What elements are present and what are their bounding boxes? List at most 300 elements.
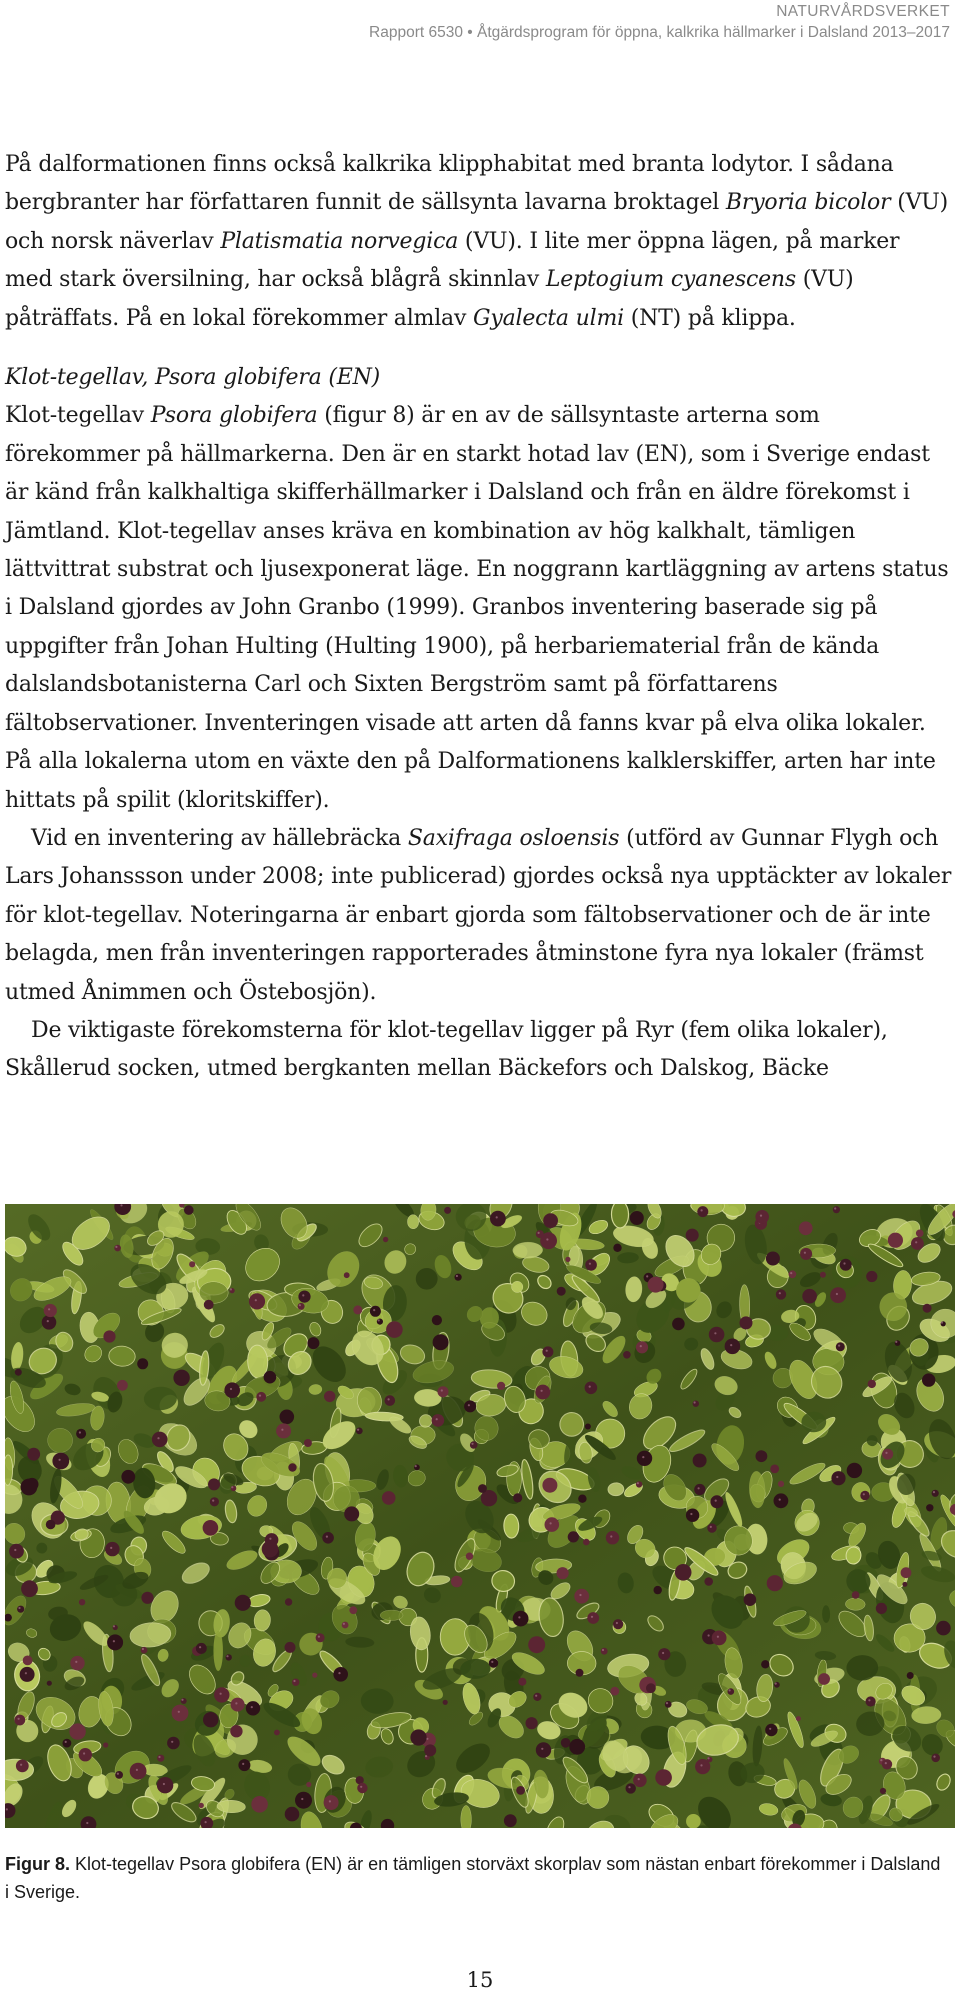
apothecium (831, 1471, 845, 1485)
apothecium-highlight (468, 1404, 470, 1406)
apothecium (866, 1271, 877, 1282)
apothecium (433, 1334, 449, 1350)
apothecium-highlight (47, 1320, 49, 1322)
apothecium (557, 1287, 566, 1296)
apothecium (203, 1520, 219, 1536)
apothecium (27, 1448, 40, 1461)
apothecium (636, 1341, 648, 1353)
apothecium-highlight (230, 1288, 232, 1290)
apothecium (438, 1386, 449, 1397)
apothecium-highlight (885, 1452, 887, 1454)
apothecium-highlight (281, 1429, 283, 1431)
apothecium (756, 1450, 768, 1462)
apothecium (860, 1491, 869, 1500)
apothecium-highlight (579, 1594, 581, 1596)
apothecium-highlight (318, 1636, 320, 1638)
apothecium (778, 1481, 784, 1487)
apothecium-highlight (199, 1646, 201, 1648)
apothecium-highlight (541, 1390, 543, 1392)
apothecium-highlight (110, 1547, 112, 1549)
apothecium (377, 1319, 383, 1325)
apothecium-highlight (59, 1459, 61, 1461)
apothecium (344, 1506, 359, 1521)
apothecium (298, 1303, 305, 1310)
apothecium (655, 1769, 672, 1786)
apothecium-highlight (760, 1215, 762, 1217)
apothecium-highlight (235, 1702, 237, 1704)
apothecium-highlight (790, 1272, 792, 1274)
apothecium (712, 1631, 727, 1646)
apothecium-highlight (48, 1308, 50, 1310)
lichen-lobe (608, 1483, 624, 1496)
apothecium-highlight (602, 1649, 604, 1651)
apothecium (196, 1643, 207, 1654)
apothecium-highlight (117, 1773, 119, 1775)
apothecium-highlight (255, 1299, 257, 1301)
apothecium (704, 1577, 713, 1586)
paragraph-forekomster (5, 1012, 953, 1089)
apothecium-highlight (115, 1246, 117, 1248)
apothecium (526, 1717, 538, 1729)
apothecium (79, 1748, 92, 1761)
apothecium (304, 1439, 312, 1447)
lichen-lobe (380, 1610, 403, 1620)
apothecium (882, 1759, 892, 1769)
apothecium-highlight (242, 1763, 244, 1765)
lichen-photo-illustration (5, 1204, 955, 1828)
apothecium (601, 1648, 608, 1655)
apothecium (533, 1693, 541, 1701)
apothecium-highlight (220, 1693, 222, 1695)
apothecium-highlight (113, 1640, 115, 1642)
apothecium (776, 1289, 786, 1299)
apothecium (799, 1221, 813, 1235)
header-report-title: Rapport 6530 • Åtgärdsprogram för öppna, kalkrika hällmarker i Dalsland 2013–2017 (369, 24, 950, 41)
page-number: 15 (466, 1968, 494, 1992)
apothecium-highlight (293, 1680, 295, 1682)
apothecium-highlight (388, 1398, 390, 1400)
apothecium-highlight (259, 1395, 261, 1397)
apothecium (21, 1479, 38, 1496)
apothecium-highlight (729, 1689, 731, 1691)
apothecium (181, 1698, 187, 1704)
apothecium-highlight (701, 1209, 703, 1211)
apothecium (800, 1248, 812, 1260)
apothecium (789, 1270, 797, 1278)
species-name: Platismatia norvegica (220, 228, 459, 254)
apothecium (902, 1582, 907, 1587)
text-run: (NT) på klippa. (623, 305, 796, 331)
apothecium-highlight (834, 1207, 836, 1209)
apothecium-highlight (142, 1648, 144, 1650)
apothecium-highlight (357, 1429, 359, 1431)
apothecium-highlight (14, 1549, 16, 1551)
apothecium (497, 1382, 505, 1390)
apothecium (231, 1698, 245, 1712)
lichen-photo (5, 1204, 955, 1828)
apothecium (288, 1463, 296, 1471)
apothecium-highlight (205, 1821, 207, 1823)
apothecium-highlight (698, 1487, 700, 1489)
apothecium (455, 1274, 462, 1281)
apothecium (767, 1575, 783, 1591)
apothecium-highlight (360, 1786, 362, 1788)
species-name: Bryoria bicolor (725, 190, 891, 216)
apothecium (557, 1567, 569, 1579)
apothecium (210, 1497, 219, 1506)
apothecium (585, 1259, 597, 1271)
apothecium (349, 1606, 357, 1614)
apothecium (76, 1429, 86, 1439)
apothecium-highlight (666, 1702, 668, 1704)
apothecium (246, 1701, 260, 1715)
lichen-lobe (47, 1428, 72, 1453)
apothecium-highlight (251, 1706, 253, 1708)
apothecium (280, 1410, 295, 1425)
apothecium (830, 1287, 846, 1303)
apothecium (770, 1465, 779, 1474)
apothecium-highlight (6, 1808, 8, 1810)
apothecium (208, 1478, 220, 1490)
apothecium (516, 1786, 525, 1795)
apothecium-highlight (546, 1238, 548, 1240)
apothecium (16, 1760, 29, 1773)
apothecium (276, 1423, 291, 1438)
apothecium (565, 1257, 570, 1262)
apothecium (623, 1351, 631, 1359)
apothecium (79, 1599, 85, 1605)
apothecium-highlight (535, 1695, 537, 1697)
apothecium (21, 1580, 38, 1597)
apothecium (528, 1636, 545, 1653)
species-name: Psora globifera (150, 403, 318, 429)
apothecium (606, 1531, 619, 1544)
apothecium-highlight (326, 1536, 328, 1538)
apothecium-highlight (779, 1292, 781, 1294)
apothecium (774, 1493, 789, 1508)
apothecium-highlight (933, 1491, 935, 1493)
apothecium (333, 1667, 348, 1682)
apothecium-highlight (65, 1741, 67, 1743)
apothecium (536, 1742, 551, 1757)
apothecium (868, 1380, 876, 1388)
apothecium (353, 1305, 362, 1314)
apothecium (574, 1589, 589, 1604)
apothecium (103, 1330, 115, 1342)
apothecium-highlight (717, 1636, 719, 1638)
apothecium (686, 1509, 699, 1522)
apothecium (796, 1716, 801, 1721)
apothecium (802, 1289, 817, 1304)
apothecium-highlight (550, 1522, 552, 1524)
apothecium (44, 1304, 57, 1317)
apothecium-highlight (496, 1216, 498, 1218)
apothecium (513, 1611, 529, 1627)
apothecium (42, 1315, 57, 1330)
apothecium-highlight (836, 1293, 838, 1295)
apothecium (444, 1207, 451, 1214)
apothecium (285, 1642, 296, 1653)
apothecium (576, 1669, 584, 1677)
apothecium (357, 1783, 367, 1793)
apothecium (451, 1576, 463, 1588)
apothecium (167, 1737, 180, 1750)
body-text (5, 146, 953, 1089)
apothecium (931, 1754, 940, 1763)
apothecium-highlight (591, 1616, 593, 1618)
apothecium (117, 1380, 128, 1391)
apothecium-highlight (456, 1275, 458, 1277)
apothecium (926, 1504, 933, 1511)
apothecium (17, 1606, 24, 1613)
apothecium (583, 1539, 590, 1546)
apothecium (52, 1453, 69, 1470)
apothecium-highlight (775, 1683, 777, 1685)
apothecium (414, 1464, 420, 1470)
apothecium-highlight (178, 1711, 180, 1713)
apothecium (47, 1681, 52, 1686)
apothecium (256, 1392, 266, 1402)
apothecium (298, 1291, 310, 1303)
apothecium-highlight (471, 1443, 473, 1445)
apothecium (137, 1358, 148, 1369)
apothecium-highlight (646, 1275, 648, 1277)
apothecium-highlight (120, 1204, 122, 1206)
apothecium (199, 1803, 204, 1808)
text-run: Vid en inventering av hällebräcka (31, 825, 408, 851)
apothecium (569, 1739, 585, 1755)
apothecium-highlight (885, 1762, 887, 1764)
apothecium (443, 1700, 448, 1705)
apothecium-highlight (75, 1661, 77, 1663)
apothecium (585, 1382, 598, 1395)
apothecium-highlight (86, 1822, 88, 1824)
figure-caption-text: Klot-tegellav Psora globifera (EN) är en tämligen storväxt skorplav som nästan enbart förekommer i Dalsland i Sverige. (5, 1854, 941, 1902)
apothecium (707, 1523, 716, 1532)
apothecium (740, 1316, 753, 1329)
apothecium (184, 1205, 194, 1215)
apothecium-highlight (941, 1322, 943, 1324)
apothecium (518, 1678, 526, 1686)
apothecium (121, 1470, 135, 1484)
text-run: (utförd av Gunnar Flygh och Lars Johanssson under 2008; inte publicerad) gjordes också nya upptäckter av lokaler för klot-tegellav. Noteringarna är enbart gjorda som fältobservationer och de är inte belagda, men från inventeringen rapporterades åtminstone fyra nya lokaler (främst utmed Ånimmen och Östebosjön). (5, 825, 952, 1005)
apothecium-highlight (212, 1500, 214, 1502)
apothecium (626, 1783, 636, 1793)
text-run: På dalformationen finns också kalkrika klipphabitat med branta lodytor. I sådana bergbranter har författaren funnit de sällsynta lavarna broktagel (5, 152, 894, 216)
apothecium (324, 1795, 339, 1810)
apothecium-highlight (779, 1499, 781, 1501)
apothecium-highlight (158, 1756, 160, 1758)
lichen-lobe (407, 1215, 419, 1229)
apothecium (490, 1211, 506, 1227)
apothecium (840, 1259, 852, 1271)
apothecium (105, 1542, 119, 1556)
apothecium-highlight (546, 1350, 548, 1352)
apothecium-highlight (436, 1418, 438, 1420)
apothecium-highlight (113, 1625, 115, 1627)
apothecium (344, 1272, 350, 1278)
apothecium (189, 1261, 195, 1267)
apothecium (141, 1647, 148, 1654)
apothecium (755, 1210, 769, 1224)
apothecium (235, 1595, 251, 1611)
apothecium-highlight (538, 1232, 540, 1234)
apothecium (470, 1441, 478, 1449)
apothecium (342, 1622, 349, 1629)
apothecium-highlight (880, 1759, 882, 1761)
apothecium (833, 1206, 840, 1213)
apothecium (882, 1449, 893, 1460)
apothecium (204, 1300, 214, 1310)
apothecium-highlight (638, 1778, 640, 1780)
apothecium (847, 1463, 862, 1478)
lichen-lobe (611, 1204, 628, 1228)
paragraph-dalformation (5, 146, 953, 338)
apothecium-highlight (157, 1437, 159, 1439)
apothecium (141, 1592, 153, 1604)
apothecium (686, 1229, 699, 1242)
apothecium (214, 1687, 229, 1702)
apothecium (654, 1586, 662, 1594)
apothecium (578, 1495, 586, 1503)
lichen-lobe (327, 1568, 346, 1588)
apothecium (922, 1373, 935, 1386)
apothecium-highlight (269, 1538, 271, 1540)
apothecium (249, 1293, 265, 1309)
apothecium-highlight (707, 1757, 709, 1759)
apothecium-highlight (895, 1341, 897, 1343)
apothecium-highlight (915, 1241, 917, 1243)
apothecium (766, 1252, 780, 1266)
apothecium (911, 1237, 924, 1250)
apothecium (157, 1755, 164, 1762)
apothecium (636, 1481, 642, 1487)
apothecium-highlight (642, 1456, 644, 1458)
apothecium (923, 1304, 932, 1313)
apothecium (9, 1544, 24, 1559)
apothecium (568, 1531, 579, 1542)
apothecium-highlight (710, 1526, 712, 1528)
apothecium (14, 1715, 25, 1726)
apothecium (820, 1272, 826, 1278)
apothecium (152, 1432, 168, 1448)
apothecium-highlight (163, 1783, 165, 1785)
apothecium (693, 1454, 707, 1468)
apothecium (761, 1660, 769, 1668)
apothecium (322, 1532, 334, 1544)
apothecium-highlight (491, 1661, 493, 1663)
apothecium (545, 1517, 560, 1532)
apothecium (542, 1346, 553, 1357)
apothecium (709, 1327, 725, 1343)
apothecium (880, 1788, 886, 1794)
apothecium (936, 1621, 951, 1636)
apothecium-highlight (662, 1652, 664, 1654)
apothecium (665, 1701, 672, 1708)
apothecium (697, 1206, 708, 1217)
apothecium (648, 1277, 664, 1293)
apothecium-highlight (299, 1304, 301, 1306)
apothecium (15, 1369, 22, 1376)
text-run: (VU). I lite mer öppna lägen, på marker med stark översilning, har också blågrå skinnlav (5, 228, 900, 293)
apothecium (672, 1318, 685, 1331)
apothecium (295, 1792, 312, 1809)
apothecium (324, 1391, 335, 1402)
apothecium (306, 1782, 311, 1787)
apothecium (226, 1654, 232, 1660)
apothecium (238, 1759, 250, 1771)
apothecium (285, 1807, 300, 1822)
apothecium (464, 1400, 476, 1412)
page-header (369, 2, 950, 44)
apothecium-highlight (302, 1294, 304, 1296)
apothecium-highlight (378, 1319, 380, 1321)
apothecium (172, 1705, 189, 1722)
apothecium (103, 1742, 108, 1747)
apothecium (561, 1738, 571, 1748)
apothecium (633, 1774, 647, 1788)
apothecium (774, 1682, 780, 1688)
apothecium-highlight (708, 1634, 710, 1636)
apothecium (114, 1245, 121, 1252)
apothecium (478, 1484, 487, 1493)
apothecium (693, 1401, 699, 1407)
apothecium (543, 1213, 558, 1228)
apothecium-highlight (628, 1786, 630, 1788)
apothecium (852, 1591, 860, 1599)
figure-label: Figur 8. (5, 1854, 71, 1874)
apothecium (130, 1763, 147, 1780)
apothecium (23, 1656, 33, 1666)
apothecium (386, 1321, 403, 1338)
apothecium (916, 1230, 924, 1238)
apothecium (312, 1673, 317, 1678)
apothecium (264, 1371, 277, 1384)
apothecium (69, 1723, 85, 1739)
apothecium (646, 1683, 656, 1693)
lichen-lobe (503, 1514, 519, 1539)
apothecium-highlight (933, 1756, 935, 1758)
apothecium-highlight (301, 1798, 303, 1800)
apothecium-highlight (863, 1493, 865, 1495)
apothecium (107, 1634, 123, 1650)
header-org: NATURVÅRDSVERKET (776, 3, 950, 20)
apothecium (613, 1244, 621, 1252)
text-run: (VU) och norsk näverlav (5, 190, 949, 254)
apothecium (818, 1673, 830, 1685)
apothecium (535, 1385, 550, 1400)
apothecium (613, 1619, 623, 1629)
apothecium-highlight (20, 1764, 22, 1766)
species-name: Gyalecta ulmi (473, 305, 624, 331)
apothecium (725, 1339, 741, 1355)
apothecium-highlight (843, 1262, 845, 1264)
apothecium (888, 1233, 903, 1248)
apothecium (728, 1688, 735, 1695)
section-heading: Klot-tegellav, Psora globifera (EN) (5, 365, 381, 391)
apothecium-highlight (231, 1486, 233, 1488)
apothecium (466, 1553, 473, 1560)
apothecium (251, 1796, 268, 1813)
apothecium (432, 1315, 442, 1325)
apothecium (876, 1603, 887, 1614)
apothecium (410, 1729, 426, 1745)
lichen-lobe (214, 1631, 223, 1671)
apothecium-highlight (589, 1386, 591, 1388)
apothecium (356, 1428, 363, 1435)
apothecium-highlight (700, 1764, 702, 1766)
apothecium-highlight (518, 1616, 520, 1618)
